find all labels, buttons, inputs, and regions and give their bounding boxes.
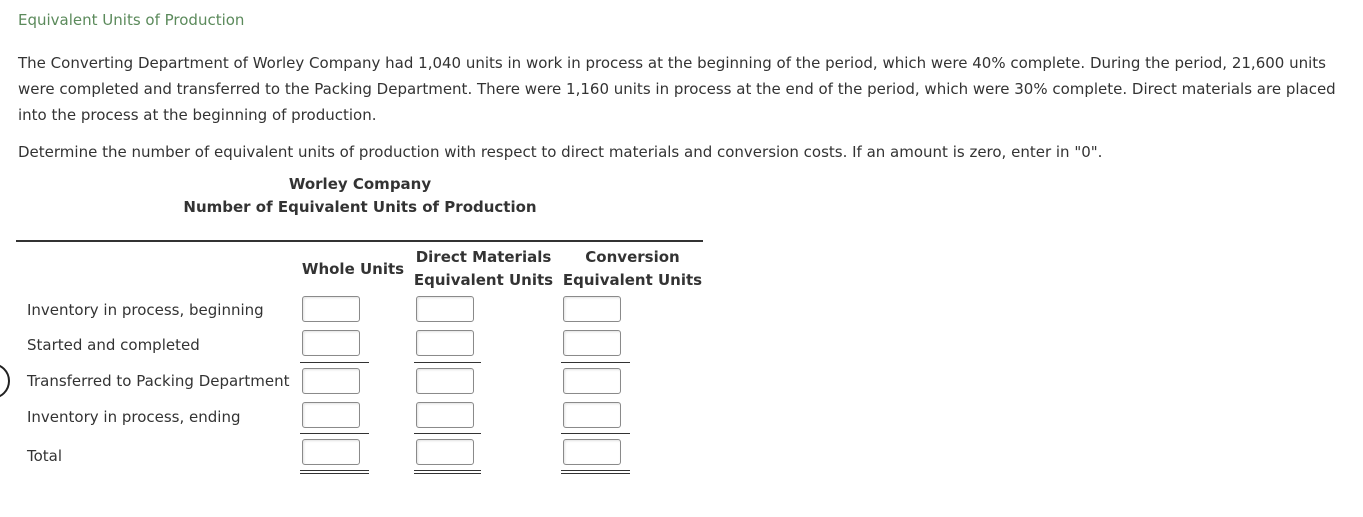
transferred-conversion-input[interactable] bbox=[563, 368, 621, 394]
ending-whole-units-input[interactable] bbox=[302, 402, 360, 428]
edge-marker-icon bbox=[0, 363, 10, 399]
col-header-conversion bbox=[560, 246, 705, 292]
subtotal-underline-dm bbox=[414, 362, 481, 363]
beginning-conversion-input[interactable] bbox=[563, 296, 621, 322]
subtotal-underline-conv bbox=[561, 362, 630, 363]
col-header-dm-line1: Direct Materials bbox=[415, 248, 552, 266]
ending-dm-input[interactable] bbox=[416, 402, 474, 428]
row-label-ending: Inventory in process, ending bbox=[27, 408, 241, 426]
started-completed-conversion-input[interactable] bbox=[563, 330, 621, 356]
col-header-whole-units: Whole Units bbox=[301, 260, 405, 278]
started-completed-dm-input[interactable] bbox=[416, 330, 474, 356]
total-conversion-input[interactable] bbox=[563, 439, 621, 465]
total-whole-units-input[interactable] bbox=[302, 439, 360, 465]
company-name: Worley Company bbox=[288, 175, 432, 193]
col-header-conv-line1: Conversion bbox=[585, 248, 680, 266]
row-label-total: Total bbox=[27, 447, 63, 465]
problem-paragraph: The Converting Department of Worley Company had 1,040 units in work in process at the beginning of the period, which were 40% complete. During the period, 21,600 units were completed and transferred to the Packing Department. There were 1,160 units in process at the end of the period, which were 30% complete. Direct materials are placed into the process at the beginning of production. bbox=[18, 54, 1336, 124]
col-header-dm-line2: Equivalent Units bbox=[413, 271, 554, 289]
double-underline-whole bbox=[300, 470, 369, 474]
col-header-conv-line2: Equivalent Units bbox=[562, 271, 703, 289]
beginning-whole-units-input[interactable] bbox=[302, 296, 360, 322]
started-completed-whole-units-input[interactable] bbox=[302, 330, 360, 356]
transferred-dm-input[interactable] bbox=[416, 368, 474, 394]
instructions: Determine the number of equivalent units of production with respect to direct materials and conversion costs. If an amount is zero, enter in "0". bbox=[18, 143, 1103, 161]
total-underline-conv bbox=[561, 433, 630, 434]
double-underline-dm bbox=[414, 470, 481, 474]
total-dm-input[interactable] bbox=[416, 439, 474, 465]
section-heading: Equivalent Units of Production bbox=[18, 11, 245, 29]
ending-conversion-input[interactable] bbox=[563, 402, 621, 428]
table-subtitle: Number of Equivalent Units of Production bbox=[183, 198, 537, 216]
row-label-started-completed: Started and completed bbox=[27, 336, 200, 354]
total-underline-whole bbox=[300, 433, 369, 434]
total-underline-dm bbox=[414, 433, 481, 434]
subtotal-underline-whole bbox=[300, 362, 369, 363]
transferred-whole-units-input[interactable] bbox=[302, 368, 360, 394]
row-label-transferred: Transferred to Packing Department bbox=[27, 372, 290, 390]
beginning-dm-input[interactable] bbox=[416, 296, 474, 322]
col-header-direct-materials bbox=[411, 246, 556, 292]
row-label-beginning: Inventory in process, beginning bbox=[27, 301, 264, 319]
double-underline-conv bbox=[561, 470, 630, 474]
table-top-rule bbox=[16, 240, 703, 242]
